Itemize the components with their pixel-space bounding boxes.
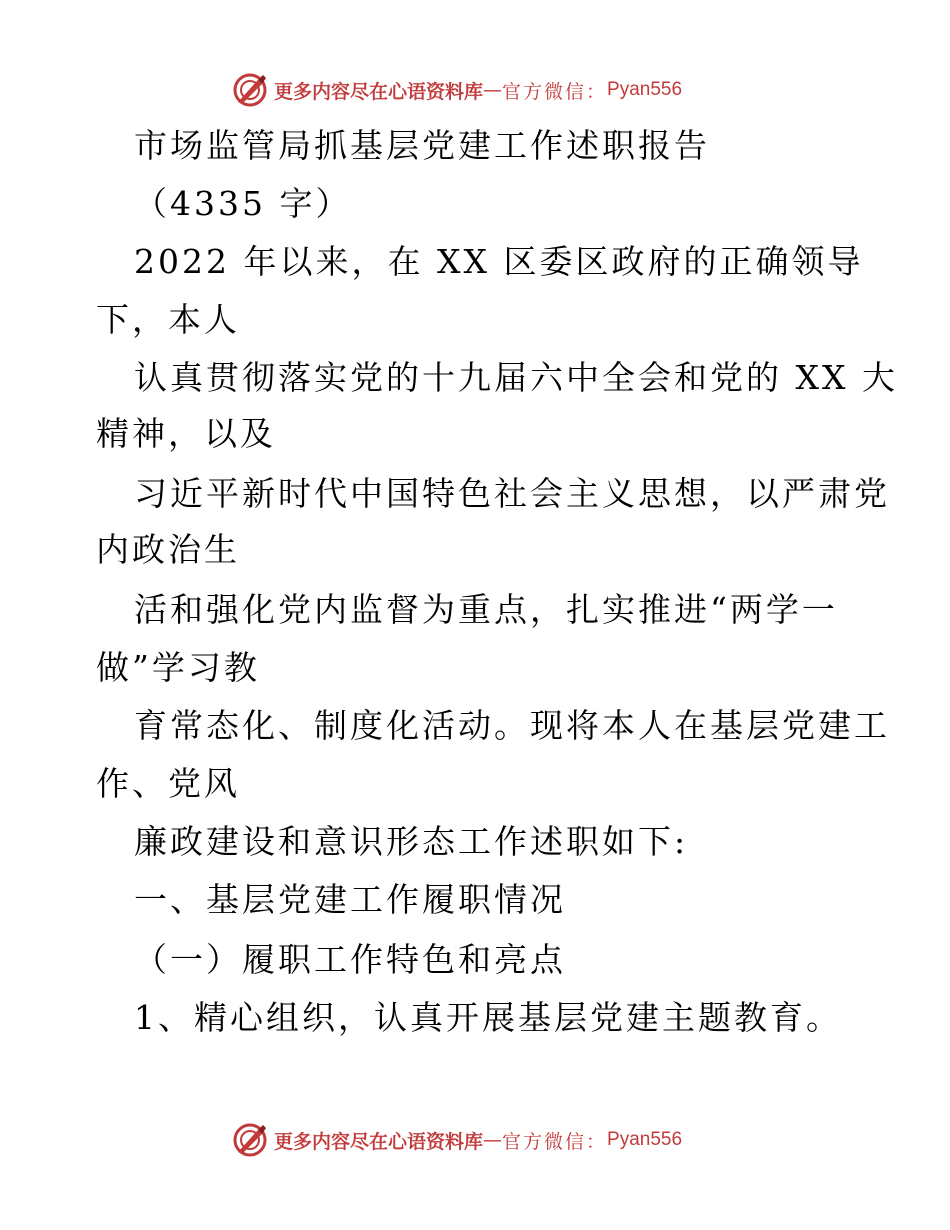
- paragraph-line: 廉政建设和意识形态工作述职如下:: [134, 822, 689, 861]
- paragraph-line: 活和强化党内监督为重点，扎实推进“两学一: [134, 590, 838, 629]
- document-title: 市场监管局抓基层党建工作述职报告: [134, 126, 710, 165]
- paragraph-line: 下，本人: [96, 300, 240, 339]
- watermark-site-text: 更多内容尽在心语资料库: [274, 1130, 484, 1153]
- paragraph-line: 作、党风: [96, 764, 240, 803]
- paragraph-line: 认真贯彻落实党的十九届六中全会和党的 XX 大: [134, 358, 898, 397]
- watermark-official-label: 官方微信：: [502, 1130, 608, 1153]
- section-heading: 一、基层党建工作履职情况: [134, 880, 566, 919]
- paragraph-line: 内政治生: [96, 530, 240, 569]
- paragraph-line: 习近平新时代中国特色社会主义思想，以严肃党: [134, 474, 890, 513]
- watermark-wechat-id: Pyan556: [607, 1129, 683, 1150]
- paragraph-line: 2022 年以来，在 XX 区委区政府的正确领导: [134, 242, 864, 281]
- watermark-footer: [232, 1120, 682, 1160]
- watermark-official-label: 官方微信：: [502, 80, 608, 103]
- watermark-dash: —: [483, 1129, 503, 1151]
- subsection-heading: （一）履职工作特色和亮点: [134, 940, 566, 979]
- item-heading: 1、精心组织，认真开展基层党建主题教育。: [134, 998, 842, 1037]
- watermark-dash: —: [483, 79, 503, 101]
- watermark-site-text: 更多内容尽在心语资料库: [274, 80, 484, 103]
- paragraph-line: 做”学习教: [96, 648, 260, 687]
- paragraph-line: 精神，以及: [96, 414, 276, 453]
- paragraph-line: 育常态化、制度化活动。现将本人在基层党建工: [134, 706, 890, 745]
- word-count: （4335 字）: [134, 184, 352, 223]
- pen-logo-icon: [232, 1122, 268, 1158]
- watermark-wechat-id: Pyan556: [607, 79, 683, 100]
